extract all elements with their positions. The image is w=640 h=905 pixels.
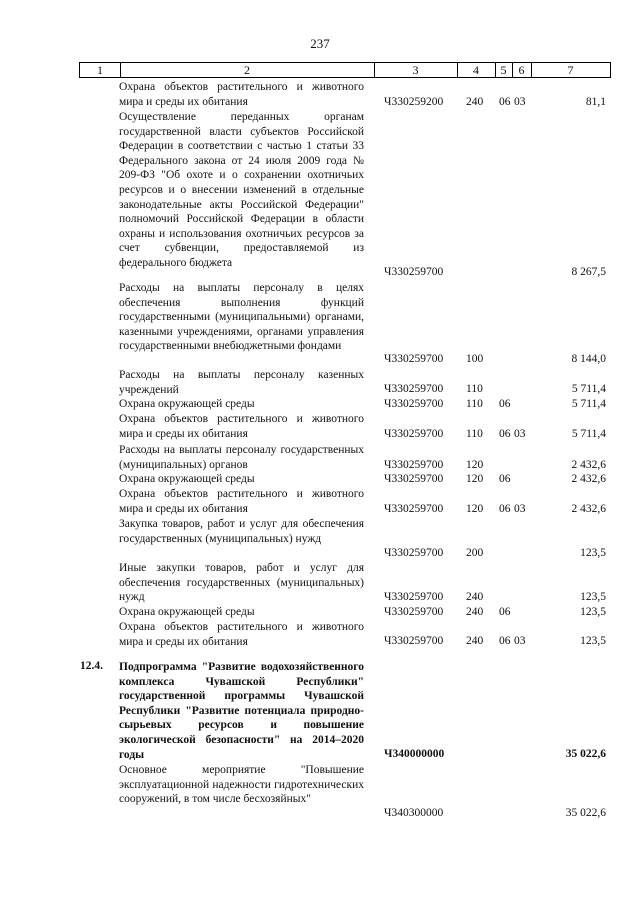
row-12-section: 06 [499, 635, 511, 647]
row-14-name: Основное мероприятие "Повышение эксплуатационной надежности гидротехнических сооружений, в том числе бесхозяйных" [119, 764, 364, 806]
row-8-section: 06 [499, 503, 511, 515]
row-2-name: Расходы на выплаты персоналу в целях обеспечения выполнения функций государственными (муниципальными) органами, казенными учреждениями, органами управления государственными внебюджетными фондами [119, 282, 364, 353]
row-3-sum: 5 711,4 [571, 383, 606, 395]
row-3-name: Расходы на выплаты персоналу казенных учреждений [119, 369, 364, 396]
row-11-code: Ч330259700 [384, 606, 444, 618]
row-4-name: Охрана окружающей среды [119, 398, 255, 410]
row-12-code: Ч330259700 [384, 635, 444, 647]
row-3-code: Ч330259700 [384, 383, 444, 395]
row-4-section: 06 [499, 398, 511, 410]
row-10-name: Иные закупки товаров, работ и услуг для обеспечения государственных (муниципальных) нужд [119, 562, 364, 604]
row-9-kvr: 200 [466, 547, 484, 559]
row-0-code: Ч330259200 [384, 96, 444, 108]
row-2-kvr: 100 [466, 353, 484, 365]
row-8-sum: 2 432,6 [571, 503, 606, 515]
row-4-sum: 5 711,4 [571, 398, 606, 410]
header-col-3: 3 [374, 63, 458, 77]
row-11-sum: 123,5 [580, 606, 606, 618]
row-8-subsection: 03 [514, 503, 526, 515]
row-6-code: Ч330259700 [384, 459, 444, 471]
row-11-name: Охрана окружающей среды [119, 606, 255, 618]
row-10-sum: 123,5 [580, 591, 606, 603]
row-7-sum: 2 432,6 [571, 473, 606, 485]
row-0-section: 06 [499, 96, 511, 108]
header-col-6: 6 [512, 63, 532, 77]
row-8-kvr: 120 [466, 503, 484, 515]
row-12-kvr: 240 [466, 635, 484, 647]
row-2-code: Ч330259700 [384, 353, 444, 365]
row-5-subsection: 03 [514, 428, 526, 440]
row-6-sum: 2 432,6 [571, 459, 606, 471]
row-13-code: Ч340000000 [384, 748, 445, 760]
row-7-name: Охрана окружающей среды [119, 473, 255, 485]
header-col-2: 2 [120, 63, 375, 77]
row-12-sum: 123,5 [580, 635, 606, 647]
row-10-code: Ч330259700 [384, 591, 444, 603]
row-4-kvr: 110 [466, 398, 483, 410]
row-13-name: Подпрограмма "Развитие водохозяйственного комплекса Чувашской Республики" государственной программы Чувашской Республики "Развитие потенциала природно-сырьевых ресурсов и повышение экологической безопасности" на 2014–2020 годы [119, 661, 364, 761]
row-5-section: 06 [499, 428, 511, 440]
row-9-sum: 123,5 [580, 547, 606, 559]
row-5-name: Охрана объектов растительного и животного мира и среды их обитания [119, 413, 364, 440]
row-12-name: Охрана объектов растительного и животного мира и среды их обитания [119, 621, 364, 648]
row-4-code: Ч330259700 [384, 398, 444, 410]
row-7-kvr: 120 [466, 473, 484, 485]
row-14-sum: 35 022,6 [565, 807, 606, 819]
row-6-name: Расходы на выплаты персоналу государственных (муниципальных) органов [119, 444, 364, 471]
row-7-section: 06 [499, 473, 511, 485]
row-3-kvr: 110 [466, 383, 483, 395]
row-13-sum: 35 022,6 [565, 748, 606, 760]
row-14-code: Ч340300000 [384, 807, 444, 819]
row-12-subsection: 03 [514, 635, 526, 647]
row-0-subsection: 03 [514, 96, 526, 108]
row-7-code: Ч330259700 [384, 473, 444, 485]
header-col-4: 4 [457, 63, 496, 77]
row-0-sum: 81,1 [585, 96, 606, 108]
row-2-sum: 8 144,0 [571, 353, 606, 365]
row-10-kvr: 240 [466, 591, 484, 603]
row-11-kvr: 240 [466, 606, 484, 618]
row-0-kvr: 240 [466, 96, 484, 108]
row-6-kvr: 120 [466, 459, 484, 471]
header-col-1: 1 [80, 63, 121, 77]
row-11-section: 06 [499, 606, 511, 618]
row-1-name: Осуществление переданных органам государственной власти субъектов Российской Федерации в соответствии с частью 1 статьи 33 Федерального закона от 24 июля 2009 года № 209-ФЗ "Об охоте и о сохранении охотничьих ресурсов и о внесении изменений в отдельные законодательные акты Российской Федерации" полномочий Российской Федерации в области охраны и использования охотничьих ресурсов за счет субвенции, предоставляемой из федерального бюджета [119, 111, 364, 269]
table-header [79, 62, 611, 78]
row-8-code: Ч330259700 [384, 503, 444, 515]
row-8-name: Охрана объектов растительного и животного мира и среды их обитания [119, 488, 364, 515]
header-col-5: 5 [495, 63, 513, 77]
header-col-7: 7 [567, 63, 574, 77]
row-9-name: Закупка товаров, работ и услуг для обеспечения государственных (муниципальных) нужд [119, 518, 364, 545]
row-0-name: Охрана объектов растительного и животного мира и среды их обитания [119, 81, 364, 108]
row-1-code: Ч330259700 [384, 266, 444, 278]
row-13-number: 12.4. [80, 660, 103, 672]
page-number: 237 [310, 36, 330, 51]
row-5-kvr: 110 [466, 428, 483, 440]
row-9-code: Ч330259700 [384, 547, 444, 559]
row-5-sum: 5 711,4 [571, 428, 606, 440]
row-1-sum: 8 267,5 [571, 266, 606, 278]
row-5-code: Ч330259700 [384, 428, 444, 440]
